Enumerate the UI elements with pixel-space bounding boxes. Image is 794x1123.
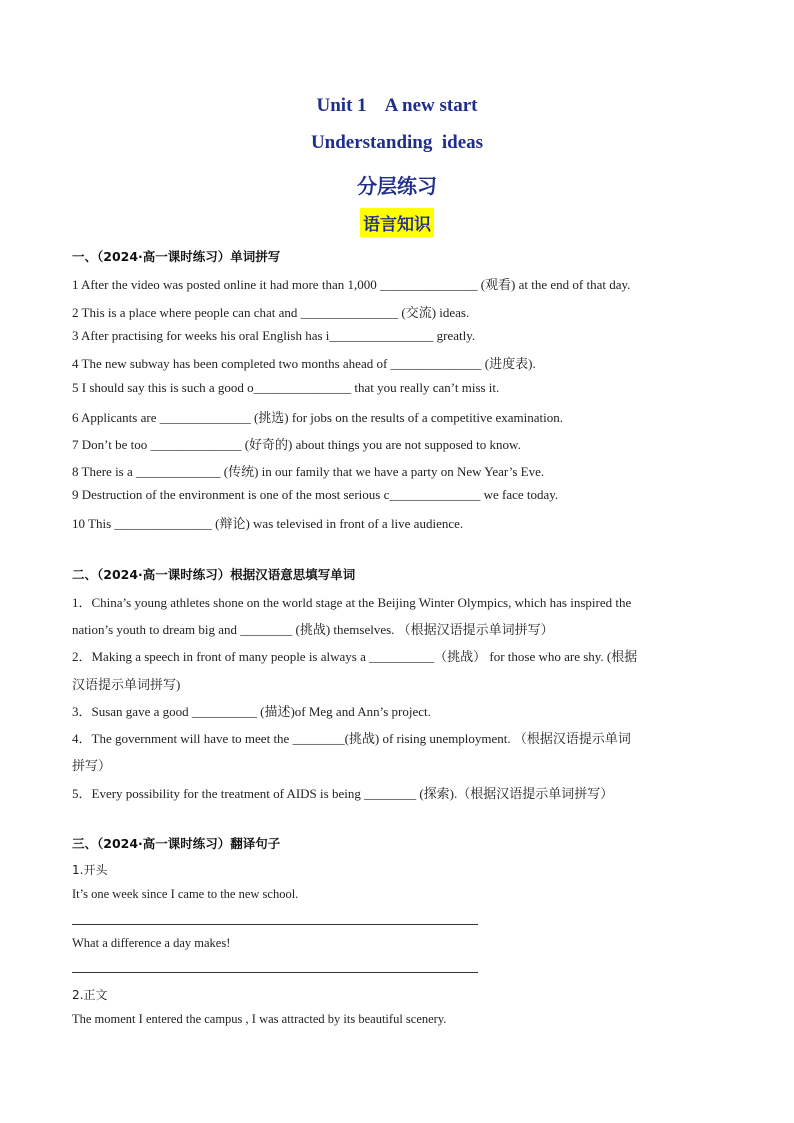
fill-in-line: 4．The government will have to meet the ________(挑战) of rising unemployment. （根据汉语提示单词	[72, 731, 631, 746]
language-knowledge-badge: 语言知识	[360, 208, 434, 237]
translation-sentence: The moment I entered the campus , I was attracted by its beautiful scenery.	[72, 1012, 447, 1026]
word-spelling-item: 9 Destruction of the environment is one of the most serious c______________ we face today.	[72, 487, 559, 502]
word-spelling-item: 3 After practising for weeks his oral English has i________________ greatly.	[72, 328, 476, 343]
section3-heading: 三、（2024·高一课时练习）翻译句子	[72, 836, 281, 851]
answer-line	[72, 972, 478, 973]
section1-heading: 一、（2024·高一课时练习）单词拼写	[72, 249, 281, 264]
word-spelling-item: 1 After the video was posted online it had more than 1,000 _______________ (观看) at the end of that day.	[72, 277, 631, 292]
word-spelling-item: 5 I should say this is such a good o_______________ that you really can’t miss it.	[72, 380, 500, 395]
word-spelling-item: 2 This is a place where people can chat and _______________ (交流) ideas.	[72, 305, 470, 320]
practice-title: 分层练习	[357, 174, 437, 198]
word-spelling-item: 6 Applicants are ______________ (挑选) for jobs on the results of a competitive examination.	[72, 410, 564, 425]
translation-sentence: It’s one week since I came to the new school.	[72, 887, 299, 901]
fill-in-line: nation’s youth to dream big and ________ (挑战) themselves. （根据汉语提示单词拼写）	[72, 622, 554, 637]
fill-in-line: 1．China’s young athletes shone on the world stage at the Beijing Winter Olympics, which has inspired the	[72, 595, 632, 610]
word-spelling-item: 10 This _______________ (辩论) was televised in front of a live audience.	[72, 516, 464, 531]
part2-label: 2.正文	[72, 988, 108, 1002]
word-spelling-item: 8 There is a _____________ (传统) in our family that we have a party on New Year’s Eve.	[72, 464, 545, 479]
lesson-subtitle: Understanding ideas	[310, 132, 484, 153]
section2-heading: 二、（2024·高一课时练习）根据汉语意思填写单词	[72, 567, 356, 582]
badge-container	[0, 208, 794, 237]
part1-label: 1.开头	[72, 863, 108, 877]
fill-in-line: 3．Susan gave a good __________ (描述)of Meg and Ann’s project.	[72, 704, 431, 719]
word-spelling-item: 7 Don’t be too ______________ (好奇的) about things you are not supposed to know.	[72, 437, 521, 452]
unit-title: Unit 1 A new start	[316, 95, 478, 116]
fill-in-line: 拼写）	[72, 758, 112, 773]
translation-sentence: What a difference a day makes!	[72, 936, 231, 950]
fill-in-line: 汉语提示单词拼写)	[72, 677, 181, 692]
fill-in-line: 5．Every possibility for the treatment of AIDS is being ________ (探索).（根据汉语提示单词拼写）	[72, 786, 614, 801]
word-spelling-item: 4 The new subway has been completed two months ahead of ______________ (进度表).	[72, 356, 536, 371]
answer-line	[72, 924, 478, 925]
fill-in-line: 2．Making a speech in front of many people is always a __________（挑战） for those who are shy. (根据	[72, 649, 638, 664]
